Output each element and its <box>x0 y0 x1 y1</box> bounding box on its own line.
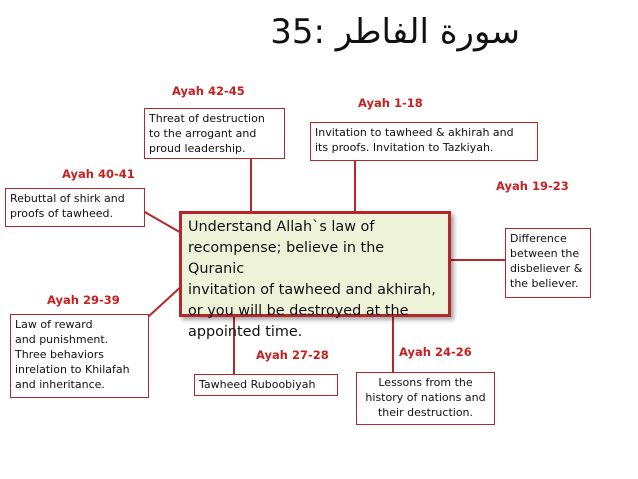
ayah-label-24-26: Ayah 24-26 <box>399 345 472 359</box>
node-29-39: Law of reward and punishment. Three behaviors inrelation to Khilafah and inheritance. <box>10 314 149 398</box>
ayah-label-42-45: Ayah 42-45 <box>172 84 245 98</box>
ayah-label-27-28: Ayah 27-28 <box>256 348 329 362</box>
ayah-label-29-39: Ayah 29-39 <box>47 293 120 307</box>
node-24-26: Lessons from the history of nations and their destruction. <box>356 372 495 425</box>
central-theme-box: Understand Allah`s law of recompense; believe in the Quranic invitation of tawheed and akhirah, or you will be destroyed at the appointed time. <box>179 211 451 317</box>
node-42-45: Threat of destruction to the arrogant and proud leadership. <box>144 108 285 159</box>
ayah-label-1-18: Ayah 1-18 <box>358 96 423 110</box>
ayah-label-19-23: Ayah 19-23 <box>496 179 569 193</box>
node-1-18: Invitation to tawheed & akhirah and its proofs. Invitation to Tazkiyah. <box>310 122 538 161</box>
node-27-28: Tawheed Ruboobiyah <box>194 374 338 396</box>
surah-title: سورة الفاطر :35 <box>270 12 520 52</box>
node-19-23: Difference between the disbeliever & the believer. <box>505 228 591 298</box>
ayah-label-40-41: Ayah 40-41 <box>62 167 135 181</box>
node-40-41: Rebuttal of shirk and proofs of tawheed. <box>5 188 145 227</box>
